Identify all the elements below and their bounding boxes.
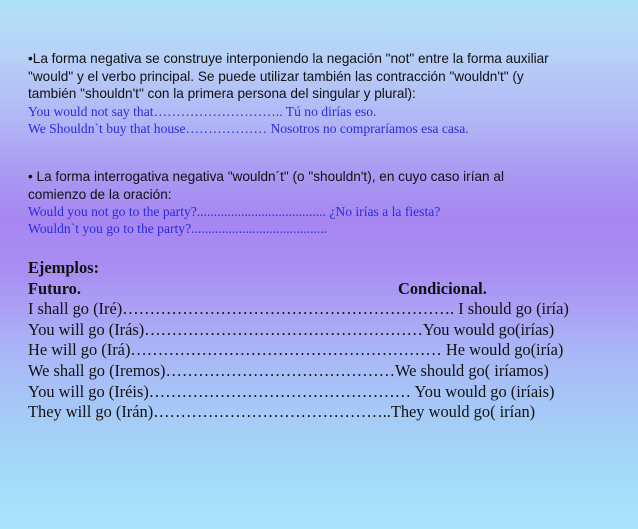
- example-row: You will go (Iréis)………………………………………… You would go (iríais): [28, 381, 555, 401]
- example-row: You will go (Irás)……………………………………………You would go(irías): [28, 319, 555, 339]
- column-futuro: Futuro.: [28, 278, 81, 298]
- interrogative-example-2: Wouldn`t you go to the party?........................................: [28, 221, 328, 237]
- negative-form-line-3: también "shouldn't" con la primera persona del singular y plural):: [28, 86, 416, 102]
- example-row: We shall go (Iremos)……………………………………We should go( iríamos): [28, 360, 549, 380]
- column-condicional: Condicional.: [397, 278, 487, 298]
- negative-example-1: You would not say that……………………….. Tú no dirías eso.: [28, 103, 377, 119]
- interrogative-form-line-1: • La forma interrogativa negativa "wouldn´t" (o "shouldn't), en cuyo caso irían al: [28, 169, 504, 184]
- negative-form-line-2: "would" y el verbo principal. Se puede utilizar también las contracción "wouldn't" (y: [28, 68, 524, 84]
- examples-section: [28, 258, 628, 423]
- negative-form-line-1: •La forma negativa se construye interponiendo la negación "not" entre la forma auxiliar: [28, 51, 549, 66]
- example-row: They will go (Irán)……………………………………..They would go( irían): [28, 402, 536, 422]
- example-row: He will go (Irá)………………………………………………… He would go(iría): [28, 340, 564, 360]
- negative-form-section: [28, 50, 628, 137]
- interrogative-form-section: [28, 168, 628, 237]
- examples-title: Ejemplos:: [28, 258, 100, 277]
- examples-column-headers: [28, 279, 628, 300]
- interrogative-form-line-2: comienzo de la oración:: [28, 186, 172, 202]
- example-row: I shall go (Iré)……………………………………………………. I should go (iría): [28, 299, 569, 319]
- interrogative-example-1: Would you not go to the party?...................................... ¿No irías a la fiesta?: [28, 204, 441, 220]
- negative-example-2: We Shouldn`t buy that house……………… Nosotros no compraríamos esa casa.: [28, 120, 469, 136]
